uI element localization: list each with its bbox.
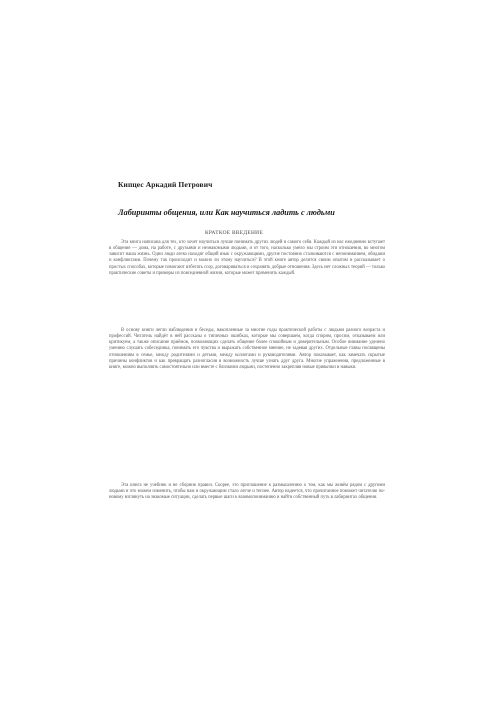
book-title: Лабиринты общения, или Как научиться ладить с людьми [118,208,335,217]
author-name: Кипцес Аркадий Петрович [118,180,213,189]
paragraph-text: Эта книга написана для тех, кто хочет научиться лучше понимать других людей и самого себя. Каждый из нас ежедневно вступает в общение — дома, на работе, с друзьями и незнакомыми людьми, и от того, насколько умело мы строим эти отношения, во многом зависит наша жизнь. Одни люди легко находят общий язык с окружающими, другие постоянно сталкиваются с непониманием, обидами и конфликтами. Почему так происходит и можно ли этому научиться? В этой книге автор делится своим опытом и рассказывает о простых способах, которые помогают избегать ссор, договариваться и сохранять добрые отношения. Здесь нет сложных теорий — только практические советы и примеры из повседневной жизни, которые может применить каждый. [109,240,385,276]
paragraph-text: В основу книги легли наблюдения и беседы, накопленные за многие годы практической работы с людьми разного возраста и профессий. Читатель найдёт в ней рассказы о типичных ошибках, которые мы совершаем, когда спорим, просим, отказываем или критикуем, а также описание приёмов, позволяющих сделать общение более спокойным и доверительным. Особое внимание уделено умению слушать собеседника, понимать его чувства и выражать собственное мнение, не задевая других. Отдельные главы посвящены отношениям в семье, между родителями и детьми, между коллегами и руководителями. Автор показывает, как замечать скрытые причины конфликтов и как превращать разногласия в возможность лучше узнать друг друга. Многие упражнения, предложенные в книге, можно выполнять самостоятельно или вместе с близкими людьми, постепенно закрепляя новые привычки и навыки. [109,328,385,370]
section-heading: КРАТКОЕ ВВЕДЕНИЕ [205,230,263,236]
body-paragraph-1 [109,240,385,277]
body-paragraph-3 [109,483,385,501]
paragraph-text: Эта книга не учебник и не сборник правил. Скорее, это приглашение к размышлению о том, как мы живём рядом с другими людьми и что можем изменить, чтобы нам и окружающим стало легче и теплее. Автор надеется, что прочитанное поможет читателю по-новому взглянуть на знакомые ситуации, сделать первые шаги к взаимопониманию и найти собственный путь в лабиринтах общения. [109,483,385,501]
body-paragraph-2 [109,328,385,371]
